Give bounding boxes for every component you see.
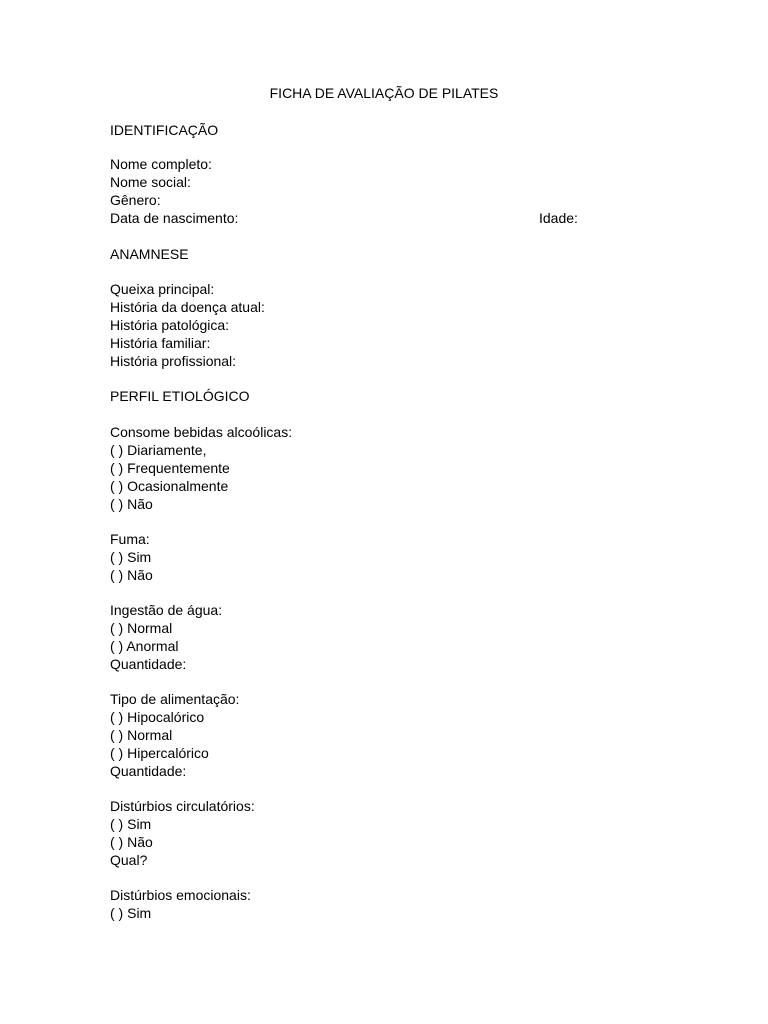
field-label-historia-doenca-atual: História da doença atual: [110,299,265,315]
field-label-queixa-principal: Queixa principal: [110,281,215,297]
field-label-nome-social: Nome social: [110,174,191,190]
field-label-idade: Idade: [539,210,578,226]
option-circulatorios-sim: ( ) Sim [110,816,152,832]
question-agua: Ingestão de água: [110,602,223,618]
option-agua-normal: ( ) Normal [110,620,173,636]
field-label-historia-profissional: História profissional: [110,353,237,369]
option-alcool-frequentemente: ( ) Frequentemente [110,460,230,476]
question-fuma: Fuma: [110,531,150,547]
option-alimentacao-hipocalorico: ( ) Hipocalórico [110,709,205,725]
field-label-genero: Gênero: [110,192,161,208]
option-alcool-nao: ( ) Não [110,496,153,512]
question-disturbios-emocionais: Distúrbios emocionais: [110,887,251,903]
field-label-nome-completo: Nome completo: [110,156,212,172]
option-emocionais-sim: ( ) Sim [110,905,152,921]
option-alcool-diariamente: ( ) Diariamente, [110,442,207,458]
option-fuma-sim: ( ) Sim [110,549,152,565]
question-alimentacao: Tipo de alimentação: [110,691,240,707]
section-heading-identificacao: IDENTIFICAÇÃO [110,122,219,138]
option-alimentacao-normal: ( ) Normal [110,727,173,743]
field-label-agua-quantidade: Quantidade: [110,656,187,672]
section-heading-anamnese: ANAMNESE [110,246,189,262]
question-disturbios-circulatorios: Distúrbios circulatórios: [110,798,255,814]
section-heading-perfil-etiologico: PERFIL ETIOLÓGICO [110,388,250,404]
field-label-historia-familiar: História familiar: [110,335,211,351]
option-circulatorios-nao: ( ) Não [110,834,153,850]
option-alcool-ocasionalmente: ( ) Ocasionalmente [110,478,229,494]
field-label-alimentacao-quantidade: Quantidade: [110,763,187,779]
field-label-circulatorios-qual: Qual? [110,852,148,868]
document-title: FICHA DE AVALIAÇÃO DE PILATES [269,85,499,101]
field-label-data-nascimento: Data de nascimento: [110,210,239,226]
question-alcool: Consome bebidas alcoólicas: [110,424,293,440]
option-fuma-nao: ( ) Não [110,567,153,583]
option-alimentacao-hipercalorico: ( ) Hipercalórico [110,745,209,761]
field-label-historia-patologica: História patológica: [110,317,230,333]
option-agua-anormal: ( ) Anormal [110,638,179,654]
